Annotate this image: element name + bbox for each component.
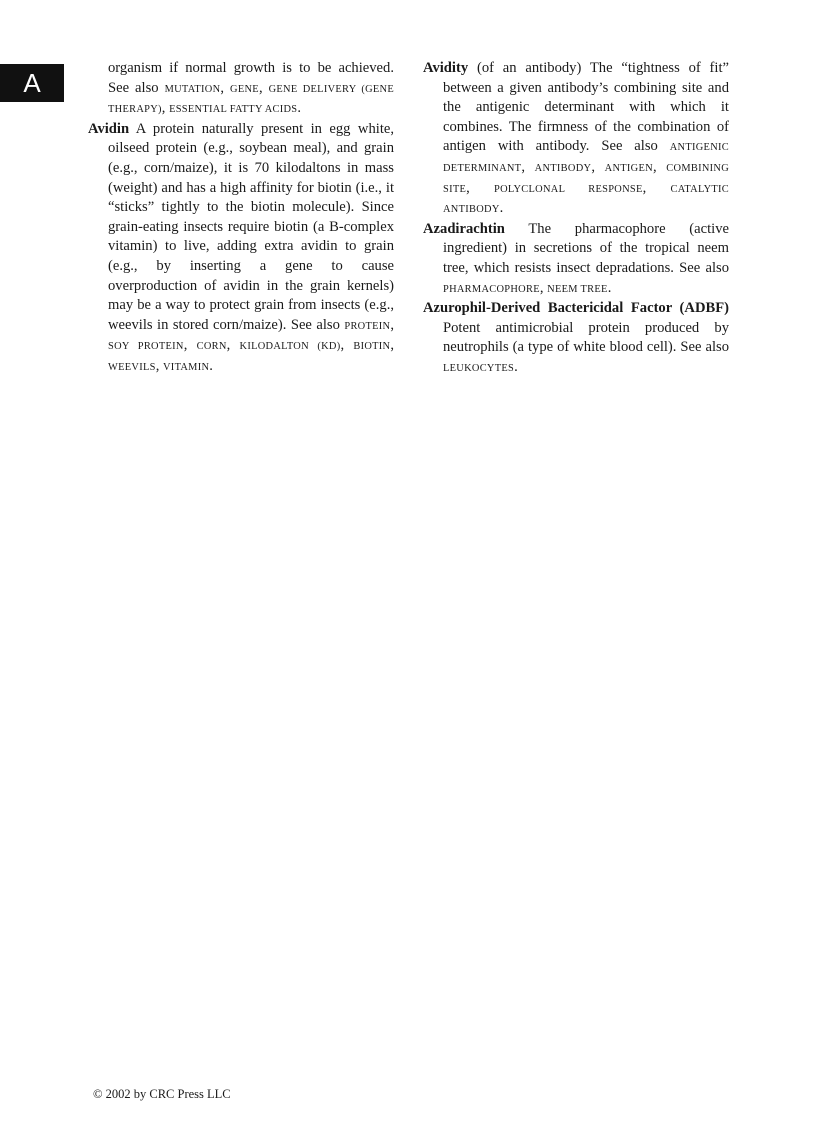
entry-text: organism if normal growth is to be achieved. See also [108, 60, 394, 96]
see-also-ref[interactable]: ANTIGENIC DETERMINANT [443, 142, 729, 174]
left-column [88, 59, 394, 378]
see-also-ref[interactable]: KILODALTON (KD) [239, 341, 341, 353]
see-also-ref[interactable]: ESSENTIAL FATTY ACIDS [169, 104, 298, 116]
see-also-ref[interactable]: ANTIBODY [534, 162, 592, 174]
see-also-ref[interactable]: WEEVILS [108, 361, 156, 373]
entry-term: Avidin [88, 120, 130, 137]
entry-azadirachtin: Azadirachtin The pharmacophore (active ingredient) in secretions of the tropical neem tree, which resists insect depradations. See also PHARMACOPHORE, NEEM TREE. [423, 220, 729, 296]
entry-term: Azadirachtin [423, 220, 505, 237]
see-also-ref[interactable]: GENE DELIVERY (GENE THERAPY) [108, 83, 395, 116]
see-also-ref[interactable]: MUTATION [164, 83, 221, 95]
entry-avidity: Avidity (of an antibody) The “tightness of fit” between a given antibody’s combining site and the antigenic determinant with which it combines. The firmness of the combination of antigen with antibody. See also ANTIGENIC DETERMINANT, ANTIBODY, ANTIGEN, COMBINING SITE, POLYCLONAL RESPONSE, CATALYTIC ANTIBODY. [423, 60, 730, 217]
see-also-ref[interactable]: CORN [196, 341, 227, 353]
see-also-ref[interactable]: PROTEIN [344, 320, 391, 332]
entry-text: Potent antimicrobial protein produced by neutrophils (a type of white blood cell). See also [443, 319, 729, 356]
see-also-ref[interactable]: LEUKOCYTES [443, 362, 515, 374]
see-also-ref[interactable]: CATALYTIC ANTIBODY [443, 183, 730, 216]
see-also-ref[interactable]: PHARMACOPHORE [443, 283, 540, 295]
entry-term: Azurophil-Derived Bactericidal Factor (ADBF) [423, 300, 729, 317]
entry-avidin: Avidin A protein naturally present in egg white, oilseed protein (e.g., soybean meal), and grain (e.g., corn/maize), it is 70 kilodaltons in mass (weight) and has a high affinity for biotin (i.e., it “sticks” tightly to the biotin molecule). Since grain-eating insects require biotin (a B-complex vitamin) to live, adding extra avidin to grain (e.g., by inserting a gene to cause overproduction of avidin in the grain kernels) may be a way to protect grain from insects (e.g., weevils in stored corn/maize). See also PROTEIN, SOY PROTEIN, CORN, KILODALTON (KD), BIOTIN, WEEVILS, VITAMIN. [88, 120, 395, 374]
see-also-ref[interactable]: COMBINING SITE [443, 162, 730, 195]
thumb-index-letter: A [23, 68, 41, 98]
see-also-ref[interactable]: ANTIGEN [604, 162, 653, 174]
thumb-index-tab [0, 64, 64, 102]
entry-adbf: Azurophil-Derived Bactericidal Factor (ADBF) Potent antimicrobial protein produced by neutrophils (a type of white blood cell). See also LEUKOCYTES. [423, 300, 729, 375]
see-also-ref[interactable]: POLYCLONAL RESPONSE [493, 183, 643, 195]
copyright-footer: © 2002 by CRC Press LLC [93, 1087, 231, 1101]
see-also-ref[interactable]: VITAMIN [163, 361, 210, 373]
see-also-ref[interactable]: NEEM TREE [547, 283, 608, 295]
see-also-ref[interactable]: GENE [230, 83, 259, 95]
right-column [423, 59, 729, 379]
see-also-ref[interactable]: BIOTIN [353, 341, 391, 353]
see-also-ref[interactable]: SOY PROTEIN [108, 341, 184, 353]
entry-text: The pharmacophore (active ingredient) in secretions of the tropical neem tree, which resists insect depradations. See also [443, 220, 729, 276]
continued-entry: organism if normal growth is to be achieved. See also MUTATION, GENE, GENE DELIVERY (GENE THERAPY), ESSENTIAL FATTY ACIDS. [108, 60, 395, 117]
entry-text: (of an antibody) The “tightness of fit” between a given antibody’s combining site and the antigenic determinant with which it combines. The firmness of the combination of antigen with antibody. See also [443, 60, 729, 155]
entry-text: A protein naturally present in egg white, oilseed protein (e.g., soybean meal), and grain (e.g., corn/maize), it is 70 kilodaltons in mass (weight) and has a high affinity for biotin (i.e., it “sticks” tightly to the biotin molecule). Since grain-eating insects require biotin (a B-complex vitamin) to live, adding extra avidin to grain (e.g., by inserting a gene to cause overproduction of avidin in the grain kernels) may be a way to protect grain from insects (e.g., weevils in stored corn/maize). See also [108, 120, 394, 333]
entry-term: Avidity [423, 60, 469, 76]
